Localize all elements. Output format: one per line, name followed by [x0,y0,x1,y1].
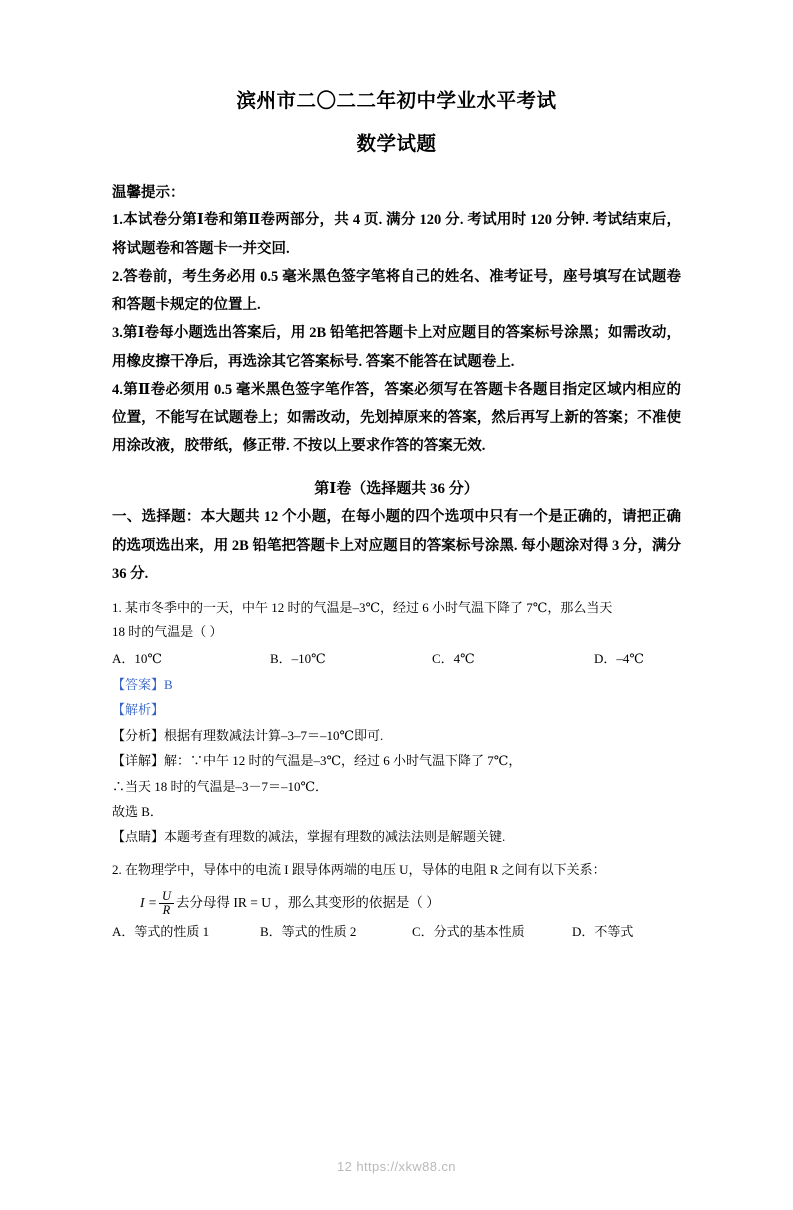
question-1-stem-line2: 18 时的气温是（ ） [112,624,223,640]
question-2-formula-prefix: I = [140,894,157,910]
question-1 [112,596,681,850]
question-1-stem-line1: 1. 某市冬季中的一天，中午 12 时的气温是–3℃，经过 6 小时气温下降了 7℃，那么当天 [112,600,613,616]
notice-item-3: 3.第Ⅰ卷每小题选出答案后，用 2B 铅笔把答题卡上对应题目的答案标号涂黑；如需改动，用橡皮擦干净后，再选涂其它答案标号. 答案不能答在试题卷上. [112,325,681,370]
question-2-formula [140,888,681,918]
watermark: 12 https://xkw88.cn [337,1159,456,1174]
notice-item-2: 2.答卷前，考生务必用 0.5 毫米黑色签字笔将自己的姓名、准考证号，座号填写在试题卷和答题卡规定的位置上. [112,268,681,314]
question-2-formula-suffix: 去分母得 IR = U ，那么其变形的依据是（ ） [176,894,440,910]
question-1-option-c[interactable]: C．4℃ [432,651,475,667]
question-1-conclusion: 故选 B． [112,803,163,819]
section-heading: 第Ⅰ卷（选择题共 36 分） [314,480,479,497]
question-2-stem-line1: 2. 在物理学中，导体中的电流 I 跟导体两端的电压 U，导体的电阻 R 之间有以下关系： [112,861,606,877]
question-2-option-c[interactable]: C．分式的基本性质 [412,924,525,940]
question-1-dianjing: 【点睛】本题考查有理数的减法，掌握有理数的减法法则是解题关键. [112,829,506,845]
notice-item-4: 4.第Ⅱ卷必须用 0.5 毫米黑色签字笔作答，答案必须写在答题卡各题目指定区域内相应的位置，不能写在试题卷上；如需改动，先划掉原来的答案，然后再写上新的答案；不准使用涂改液，胶带纸，修正带. 不按以上要求作答的答案无效. [112,381,681,455]
question-1-answer [112,672,681,697]
question-2-option-a[interactable]: A．等式的性质 1 [112,924,210,940]
fraction-u-over-r [159,890,174,917]
notice-heading: 温馨提示： [112,184,185,201]
question-1-option-d[interactable]: D．–4℃ [594,651,644,667]
question-1-xiangjie-line1: 【详解】解：∵中午 12 时的气温是–3℃，经过 6 小时气温下降了 7℃， [112,753,522,769]
question-2 [112,858,681,946]
question-1-analysis-label: 【解析】 [112,702,165,718]
question-1-option-a[interactable]: A．10℃ [112,651,162,667]
answer-value: B [164,677,173,693]
question-2-option-b[interactable]: B．等式的性质 2 [260,924,357,940]
notice-item-1: 1.本试卷分第Ⅰ卷和第Ⅱ卷两部分，共 4 页. 满分 120 分. 考试用时 120 分钟. 考试结束后，将试题卷和答题卡一并交回. [112,212,681,257]
fraction-denominator: R [162,902,171,917]
question-1-xiangjie-line2: ∴当天 18 时的气温是–3－7＝–10℃． [112,778,329,794]
question-2-options [112,919,681,945]
question-1-option-b[interactable]: B．–10℃ [270,651,326,667]
question-1-options [112,646,681,672]
question-2-option-d[interactable]: D．不等式 [572,924,634,940]
section-intro: 一、选择题：本大题共 12 个小题，在每小题的四个选项中只有一个是正确的，请把正确的选项选出来，用 2B 铅笔把答题卡上对应题目的答案标号涂黑. 每小题涂对得 3 分，满分 36 分. [112,509,681,582]
question-1-fenxi: 【分析】根据有理数减法计算–3–7＝–10℃即可. [112,727,384,743]
page-title: 滨州市二〇二二年初中学业水平考试 [236,91,557,112]
page-subtitle: 数学试题 [356,134,437,156]
fraction-numerator: U [159,890,174,904]
answer-label: 【答案】 [112,677,165,693]
document-page [0,88,793,1210]
